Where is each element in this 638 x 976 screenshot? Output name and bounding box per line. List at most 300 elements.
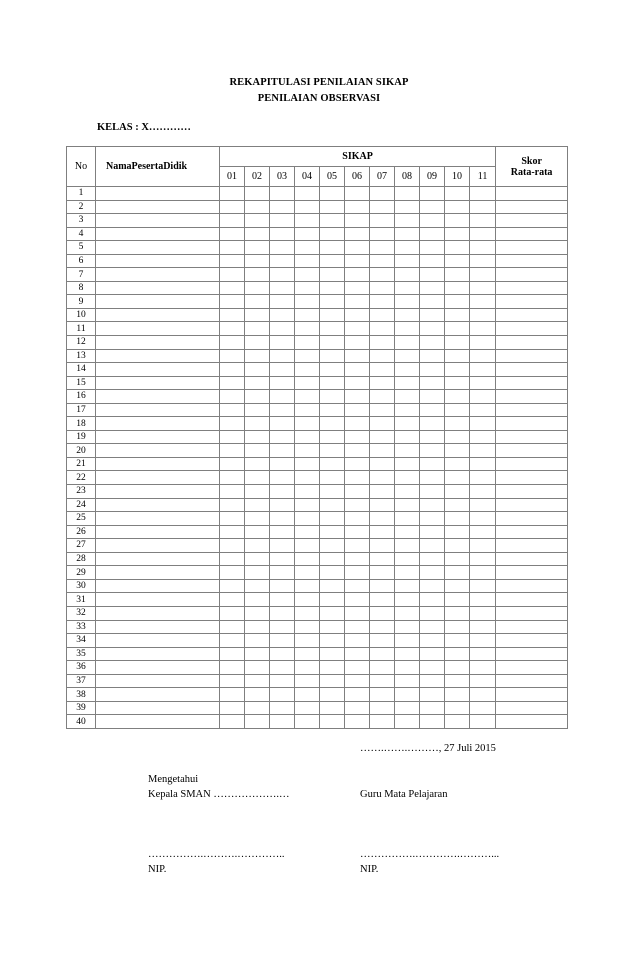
- row-sikap-cell[interactable]: [395, 227, 420, 241]
- row-sikap-cell[interactable]: [445, 281, 470, 295]
- row-sikap-cell[interactable]: [345, 322, 370, 336]
- row-sikap-cell[interactable]: [345, 525, 370, 539]
- row-sikap-cell[interactable]: [345, 241, 370, 255]
- row-nama-cell[interactable]: [96, 579, 220, 593]
- row-sikap-cell[interactable]: [445, 715, 470, 729]
- row-sikap-cell[interactable]: [245, 268, 270, 282]
- row-sikap-cell[interactable]: [270, 539, 295, 553]
- row-sikap-cell[interactable]: [220, 647, 245, 661]
- row-sikap-cell[interactable]: [270, 187, 295, 201]
- row-sikap-cell[interactable]: [245, 485, 270, 499]
- row-sikap-cell[interactable]: [295, 525, 320, 539]
- row-sikap-cell[interactable]: [220, 457, 245, 471]
- row-sikap-cell[interactable]: [270, 457, 295, 471]
- row-sikap-cell[interactable]: [420, 674, 445, 688]
- row-sikap-cell[interactable]: [320, 268, 345, 282]
- row-sikap-cell[interactable]: [370, 390, 395, 404]
- row-sikap-cell[interactable]: [320, 688, 345, 702]
- row-sikap-cell[interactable]: [220, 579, 245, 593]
- row-sikap-cell[interactable]: [370, 606, 395, 620]
- row-sikap-cell[interactable]: [245, 688, 270, 702]
- row-sikap-cell[interactable]: [370, 227, 395, 241]
- row-sikap-cell[interactable]: [320, 444, 345, 458]
- row-skor-cell[interactable]: [496, 661, 568, 675]
- row-sikap-cell[interactable]: [420, 593, 445, 607]
- row-sikap-cell[interactable]: [220, 200, 245, 214]
- row-sikap-cell[interactable]: [245, 281, 270, 295]
- row-sikap-cell[interactable]: [320, 430, 345, 444]
- row-sikap-cell[interactable]: [295, 512, 320, 526]
- row-sikap-cell[interactable]: [245, 634, 270, 648]
- row-sikap-cell[interactable]: [470, 241, 496, 255]
- row-sikap-cell[interactable]: [320, 295, 345, 309]
- row-sikap-cell[interactable]: [470, 525, 496, 539]
- row-skor-cell[interactable]: [496, 525, 568, 539]
- row-sikap-cell[interactable]: [470, 417, 496, 431]
- row-sikap-cell[interactable]: [270, 688, 295, 702]
- row-sikap-cell[interactable]: [370, 241, 395, 255]
- row-sikap-cell[interactable]: [345, 214, 370, 228]
- row-sikap-cell[interactable]: [395, 349, 420, 363]
- row-sikap-cell[interactable]: [270, 647, 295, 661]
- row-sikap-cell[interactable]: [370, 281, 395, 295]
- row-sikap-cell[interactable]: [320, 606, 345, 620]
- row-sikap-cell[interactable]: [245, 295, 270, 309]
- row-sikap-cell[interactable]: [445, 620, 470, 634]
- row-sikap-cell[interactable]: [345, 471, 370, 485]
- row-sikap-cell[interactable]: [370, 430, 395, 444]
- row-sikap-cell[interactable]: [320, 227, 345, 241]
- row-sikap-cell[interactable]: [295, 688, 320, 702]
- row-sikap-cell[interactable]: [395, 620, 420, 634]
- row-skor-cell[interactable]: [496, 363, 568, 377]
- row-sikap-cell[interactable]: [470, 485, 496, 499]
- row-sikap-cell[interactable]: [270, 674, 295, 688]
- row-skor-cell[interactable]: [496, 674, 568, 688]
- row-sikap-cell[interactable]: [245, 512, 270, 526]
- row-sikap-cell[interactable]: [245, 241, 270, 255]
- row-sikap-cell[interactable]: [345, 227, 370, 241]
- row-sikap-cell[interactable]: [270, 241, 295, 255]
- row-sikap-cell[interactable]: [270, 444, 295, 458]
- row-skor-cell[interactable]: [496, 295, 568, 309]
- row-sikap-cell[interactable]: [320, 403, 345, 417]
- row-skor-cell[interactable]: [496, 688, 568, 702]
- row-sikap-cell[interactable]: [320, 647, 345, 661]
- row-nama-cell[interactable]: [96, 647, 220, 661]
- row-sikap-cell[interactable]: [320, 241, 345, 255]
- row-sikap-cell[interactable]: [370, 200, 395, 214]
- row-sikap-cell[interactable]: [445, 512, 470, 526]
- row-sikap-cell[interactable]: [220, 295, 245, 309]
- row-sikap-cell[interactable]: [220, 403, 245, 417]
- row-skor-cell[interactable]: [496, 552, 568, 566]
- row-sikap-cell[interactable]: [370, 512, 395, 526]
- row-sikap-cell[interactable]: [345, 376, 370, 390]
- row-sikap-cell[interactable]: [470, 512, 496, 526]
- row-sikap-cell[interactable]: [220, 308, 245, 322]
- row-sikap-cell[interactable]: [395, 241, 420, 255]
- row-sikap-cell[interactable]: [320, 281, 345, 295]
- row-sikap-cell[interactable]: [370, 498, 395, 512]
- row-sikap-cell[interactable]: [220, 593, 245, 607]
- row-nama-cell[interactable]: [96, 403, 220, 417]
- row-sikap-cell[interactable]: [270, 254, 295, 268]
- row-sikap-cell[interactable]: [295, 254, 320, 268]
- row-sikap-cell[interactable]: [270, 390, 295, 404]
- row-sikap-cell[interactable]: [445, 688, 470, 702]
- row-sikap-cell[interactable]: [270, 471, 295, 485]
- row-sikap-cell[interactable]: [345, 349, 370, 363]
- row-sikap-cell[interactable]: [320, 336, 345, 350]
- row-sikap-cell[interactable]: [370, 661, 395, 675]
- row-sikap-cell[interactable]: [420, 525, 445, 539]
- row-sikap-cell[interactable]: [270, 634, 295, 648]
- row-sikap-cell[interactable]: [245, 579, 270, 593]
- row-sikap-cell[interactable]: [445, 634, 470, 648]
- row-sikap-cell[interactable]: [295, 376, 320, 390]
- row-sikap-cell[interactable]: [320, 661, 345, 675]
- row-sikap-cell[interactable]: [220, 674, 245, 688]
- row-sikap-cell[interactable]: [320, 579, 345, 593]
- row-sikap-cell[interactable]: [395, 336, 420, 350]
- row-sikap-cell[interactable]: [470, 444, 496, 458]
- row-sikap-cell[interactable]: [295, 593, 320, 607]
- row-sikap-cell[interactable]: [420, 376, 445, 390]
- row-nama-cell[interactable]: [96, 187, 220, 201]
- row-nama-cell[interactable]: [96, 281, 220, 295]
- row-sikap-cell[interactable]: [370, 349, 395, 363]
- row-sikap-cell[interactable]: [270, 701, 295, 715]
- row-sikap-cell[interactable]: [470, 457, 496, 471]
- row-skor-cell[interactable]: [496, 322, 568, 336]
- row-sikap-cell[interactable]: [345, 363, 370, 377]
- row-sikap-cell[interactable]: [245, 593, 270, 607]
- row-sikap-cell[interactable]: [270, 661, 295, 675]
- row-nama-cell[interactable]: [96, 606, 220, 620]
- row-sikap-cell[interactable]: [470, 295, 496, 309]
- row-sikap-cell[interactable]: [470, 647, 496, 661]
- row-sikap-cell[interactable]: [220, 606, 245, 620]
- row-sikap-cell[interactable]: [270, 295, 295, 309]
- row-sikap-cell[interactable]: [370, 552, 395, 566]
- row-sikap-cell[interactable]: [320, 390, 345, 404]
- row-sikap-cell[interactable]: [445, 403, 470, 417]
- row-sikap-cell[interactable]: [470, 701, 496, 715]
- row-sikap-cell[interactable]: [345, 308, 370, 322]
- row-sikap-cell[interactable]: [420, 634, 445, 648]
- row-sikap-cell[interactable]: [420, 295, 445, 309]
- row-sikap-cell[interactable]: [295, 268, 320, 282]
- row-sikap-cell[interactable]: [370, 444, 395, 458]
- row-sikap-cell[interactable]: [445, 295, 470, 309]
- row-nama-cell[interactable]: [96, 268, 220, 282]
- row-sikap-cell[interactable]: [420, 539, 445, 553]
- row-nama-cell[interactable]: [96, 512, 220, 526]
- row-sikap-cell[interactable]: [420, 512, 445, 526]
- row-sikap-cell[interactable]: [245, 214, 270, 228]
- row-sikap-cell[interactable]: [420, 336, 445, 350]
- row-sikap-cell[interactable]: [395, 444, 420, 458]
- row-nama-cell[interactable]: [96, 634, 220, 648]
- row-sikap-cell[interactable]: [445, 200, 470, 214]
- row-sikap-cell[interactable]: [395, 430, 420, 444]
- row-sikap-cell[interactable]: [270, 376, 295, 390]
- row-sikap-cell[interactable]: [220, 430, 245, 444]
- row-sikap-cell[interactable]: [370, 268, 395, 282]
- row-sikap-cell[interactable]: [345, 430, 370, 444]
- row-sikap-cell[interactable]: [345, 606, 370, 620]
- row-sikap-cell[interactable]: [320, 308, 345, 322]
- row-sikap-cell[interactable]: [370, 593, 395, 607]
- row-skor-cell[interactable]: [496, 485, 568, 499]
- row-sikap-cell[interactable]: [395, 525, 420, 539]
- row-sikap-cell[interactable]: [470, 281, 496, 295]
- row-sikap-cell[interactable]: [470, 227, 496, 241]
- row-sikap-cell[interactable]: [245, 227, 270, 241]
- row-sikap-cell[interactable]: [370, 579, 395, 593]
- row-nama-cell[interactable]: [96, 552, 220, 566]
- row-sikap-cell[interactable]: [420, 485, 445, 499]
- row-sikap-cell[interactable]: [445, 214, 470, 228]
- row-sikap-cell[interactable]: [320, 620, 345, 634]
- row-sikap-cell[interactable]: [245, 403, 270, 417]
- row-sikap-cell[interactable]: [245, 376, 270, 390]
- row-sikap-cell[interactable]: [395, 606, 420, 620]
- row-sikap-cell[interactable]: [220, 471, 245, 485]
- row-sikap-cell[interactable]: [295, 606, 320, 620]
- row-sikap-cell[interactable]: [320, 512, 345, 526]
- row-sikap-cell[interactable]: [445, 566, 470, 580]
- row-sikap-cell[interactable]: [295, 281, 320, 295]
- row-sikap-cell[interactable]: [420, 281, 445, 295]
- row-sikap-cell[interactable]: [270, 606, 295, 620]
- row-sikap-cell[interactable]: [470, 471, 496, 485]
- row-sikap-cell[interactable]: [470, 430, 496, 444]
- row-skor-cell[interactable]: [496, 606, 568, 620]
- row-sikap-cell[interactable]: [295, 308, 320, 322]
- row-sikap-cell[interactable]: [370, 322, 395, 336]
- row-sikap-cell[interactable]: [370, 674, 395, 688]
- row-nama-cell[interactable]: [96, 214, 220, 228]
- row-sikap-cell[interactable]: [395, 187, 420, 201]
- row-sikap-cell[interactable]: [445, 390, 470, 404]
- row-nama-cell[interactable]: [96, 566, 220, 580]
- row-sikap-cell[interactable]: [220, 417, 245, 431]
- row-sikap-cell[interactable]: [270, 336, 295, 350]
- row-sikap-cell[interactable]: [295, 390, 320, 404]
- row-sikap-cell[interactable]: [270, 593, 295, 607]
- row-skor-cell[interactable]: [496, 376, 568, 390]
- row-sikap-cell[interactable]: [345, 701, 370, 715]
- row-sikap-cell[interactable]: [470, 552, 496, 566]
- row-sikap-cell[interactable]: [295, 322, 320, 336]
- row-sikap-cell[interactable]: [320, 539, 345, 553]
- row-sikap-cell[interactable]: [445, 525, 470, 539]
- row-sikap-cell[interactable]: [320, 376, 345, 390]
- row-sikap-cell[interactable]: [370, 295, 395, 309]
- row-sikap-cell[interactable]: [445, 308, 470, 322]
- row-sikap-cell[interactable]: [420, 363, 445, 377]
- row-nama-cell[interactable]: [96, 688, 220, 702]
- row-sikap-cell[interactable]: [470, 606, 496, 620]
- row-sikap-cell[interactable]: [345, 268, 370, 282]
- row-sikap-cell[interactable]: [220, 539, 245, 553]
- row-sikap-cell[interactable]: [220, 498, 245, 512]
- row-skor-cell[interactable]: [496, 471, 568, 485]
- row-sikap-cell[interactable]: [320, 457, 345, 471]
- row-sikap-cell[interactable]: [220, 444, 245, 458]
- row-sikap-cell[interactable]: [295, 336, 320, 350]
- row-sikap-cell[interactable]: [370, 688, 395, 702]
- row-sikap-cell[interactable]: [295, 349, 320, 363]
- row-sikap-cell[interactable]: [220, 376, 245, 390]
- row-nama-cell[interactable]: [96, 227, 220, 241]
- row-nama-cell[interactable]: [96, 620, 220, 634]
- row-sikap-cell[interactable]: [470, 200, 496, 214]
- row-sikap-cell[interactable]: [395, 498, 420, 512]
- row-sikap-cell[interactable]: [220, 390, 245, 404]
- row-sikap-cell[interactable]: [395, 457, 420, 471]
- row-sikap-cell[interactable]: [320, 566, 345, 580]
- row-sikap-cell[interactable]: [345, 295, 370, 309]
- row-sikap-cell[interactable]: [470, 363, 496, 377]
- row-sikap-cell[interactable]: [345, 688, 370, 702]
- row-sikap-cell[interactable]: [320, 525, 345, 539]
- row-sikap-cell[interactable]: [320, 715, 345, 729]
- row-sikap-cell[interactable]: [320, 349, 345, 363]
- row-sikap-cell[interactable]: [395, 634, 420, 648]
- row-sikap-cell[interactable]: [395, 295, 420, 309]
- row-skor-cell[interactable]: [496, 336, 568, 350]
- row-sikap-cell[interactable]: [445, 593, 470, 607]
- row-sikap-cell[interactable]: [270, 268, 295, 282]
- row-sikap-cell[interactable]: [345, 566, 370, 580]
- row-sikap-cell[interactable]: [295, 579, 320, 593]
- row-sikap-cell[interactable]: [295, 187, 320, 201]
- row-nama-cell[interactable]: [96, 457, 220, 471]
- row-sikap-cell[interactable]: [345, 390, 370, 404]
- row-sikap-cell[interactable]: [295, 417, 320, 431]
- row-sikap-cell[interactable]: [420, 227, 445, 241]
- row-skor-cell[interactable]: [496, 579, 568, 593]
- row-sikap-cell[interactable]: [420, 647, 445, 661]
- row-sikap-cell[interactable]: [395, 512, 420, 526]
- row-skor-cell[interactable]: [496, 457, 568, 471]
- row-sikap-cell[interactable]: [470, 187, 496, 201]
- row-sikap-cell[interactable]: [270, 715, 295, 729]
- row-sikap-cell[interactable]: [395, 579, 420, 593]
- row-sikap-cell[interactable]: [445, 376, 470, 390]
- row-sikap-cell[interactable]: [270, 200, 295, 214]
- row-sikap-cell[interactable]: [420, 444, 445, 458]
- row-sikap-cell[interactable]: [395, 322, 420, 336]
- row-sikap-cell[interactable]: [395, 701, 420, 715]
- row-sikap-cell[interactable]: [370, 647, 395, 661]
- row-sikap-cell[interactable]: [420, 254, 445, 268]
- row-sikap-cell[interactable]: [320, 471, 345, 485]
- row-sikap-cell[interactable]: [445, 701, 470, 715]
- row-sikap-cell[interactable]: [295, 566, 320, 580]
- row-sikap-cell[interactable]: [420, 552, 445, 566]
- row-sikap-cell[interactable]: [320, 552, 345, 566]
- row-sikap-cell[interactable]: [395, 566, 420, 580]
- row-sikap-cell[interactable]: [395, 539, 420, 553]
- row-sikap-cell[interactable]: [370, 715, 395, 729]
- row-sikap-cell[interactable]: [445, 254, 470, 268]
- row-sikap-cell[interactable]: [370, 308, 395, 322]
- row-sikap-cell[interactable]: [345, 444, 370, 458]
- row-sikap-cell[interactable]: [370, 417, 395, 431]
- row-nama-cell[interactable]: [96, 295, 220, 309]
- row-nama-cell[interactable]: [96, 417, 220, 431]
- row-sikap-cell[interactable]: [370, 539, 395, 553]
- row-sikap-cell[interactable]: [445, 606, 470, 620]
- row-sikap-cell[interactable]: [395, 552, 420, 566]
- row-sikap-cell[interactable]: [445, 471, 470, 485]
- row-skor-cell[interactable]: [496, 268, 568, 282]
- row-sikap-cell[interactable]: [245, 187, 270, 201]
- row-sikap-cell[interactable]: [395, 281, 420, 295]
- row-sikap-cell[interactable]: [220, 187, 245, 201]
- row-sikap-cell[interactable]: [220, 688, 245, 702]
- row-nama-cell[interactable]: [96, 254, 220, 268]
- row-sikap-cell[interactable]: [295, 430, 320, 444]
- row-sikap-cell[interactable]: [420, 308, 445, 322]
- row-sikap-cell[interactable]: [370, 403, 395, 417]
- row-nama-cell[interactable]: [96, 701, 220, 715]
- row-sikap-cell[interactable]: [295, 471, 320, 485]
- row-sikap-cell[interactable]: [420, 322, 445, 336]
- row-sikap-cell[interactable]: [395, 593, 420, 607]
- row-sikap-cell[interactable]: [220, 552, 245, 566]
- row-sikap-cell[interactable]: [370, 566, 395, 580]
- row-skor-cell[interactable]: [496, 498, 568, 512]
- row-sikap-cell[interactable]: [420, 620, 445, 634]
- row-sikap-cell[interactable]: [445, 363, 470, 377]
- row-sikap-cell[interactable]: [295, 444, 320, 458]
- row-sikap-cell[interactable]: [345, 187, 370, 201]
- row-sikap-cell[interactable]: [245, 417, 270, 431]
- row-sikap-cell[interactable]: [270, 214, 295, 228]
- row-sikap-cell[interactable]: [320, 417, 345, 431]
- row-sikap-cell[interactable]: [370, 471, 395, 485]
- row-sikap-cell[interactable]: [220, 268, 245, 282]
- row-sikap-cell[interactable]: [245, 200, 270, 214]
- row-skor-cell[interactable]: [496, 539, 568, 553]
- row-sikap-cell[interactable]: [295, 701, 320, 715]
- row-skor-cell[interactable]: [496, 647, 568, 661]
- row-sikap-cell[interactable]: [295, 457, 320, 471]
- row-sikap-cell[interactable]: [270, 417, 295, 431]
- row-sikap-cell[interactable]: [220, 485, 245, 499]
- row-sikap-cell[interactable]: [470, 390, 496, 404]
- row-sikap-cell[interactable]: [320, 363, 345, 377]
- row-sikap-cell[interactable]: [345, 634, 370, 648]
- row-sikap-cell[interactable]: [295, 295, 320, 309]
- row-sikap-cell[interactable]: [470, 674, 496, 688]
- row-sikap-cell[interactable]: [220, 241, 245, 255]
- row-nama-cell[interactable]: [96, 308, 220, 322]
- row-skor-cell[interactable]: [496, 593, 568, 607]
- row-sikap-cell[interactable]: [470, 268, 496, 282]
- row-skor-cell[interactable]: [496, 187, 568, 201]
- row-sikap-cell[interactable]: [270, 566, 295, 580]
- row-sikap-cell[interactable]: [270, 227, 295, 241]
- row-nama-cell[interactable]: [96, 485, 220, 499]
- row-sikap-cell[interactable]: [270, 579, 295, 593]
- row-sikap-cell[interactable]: [245, 539, 270, 553]
